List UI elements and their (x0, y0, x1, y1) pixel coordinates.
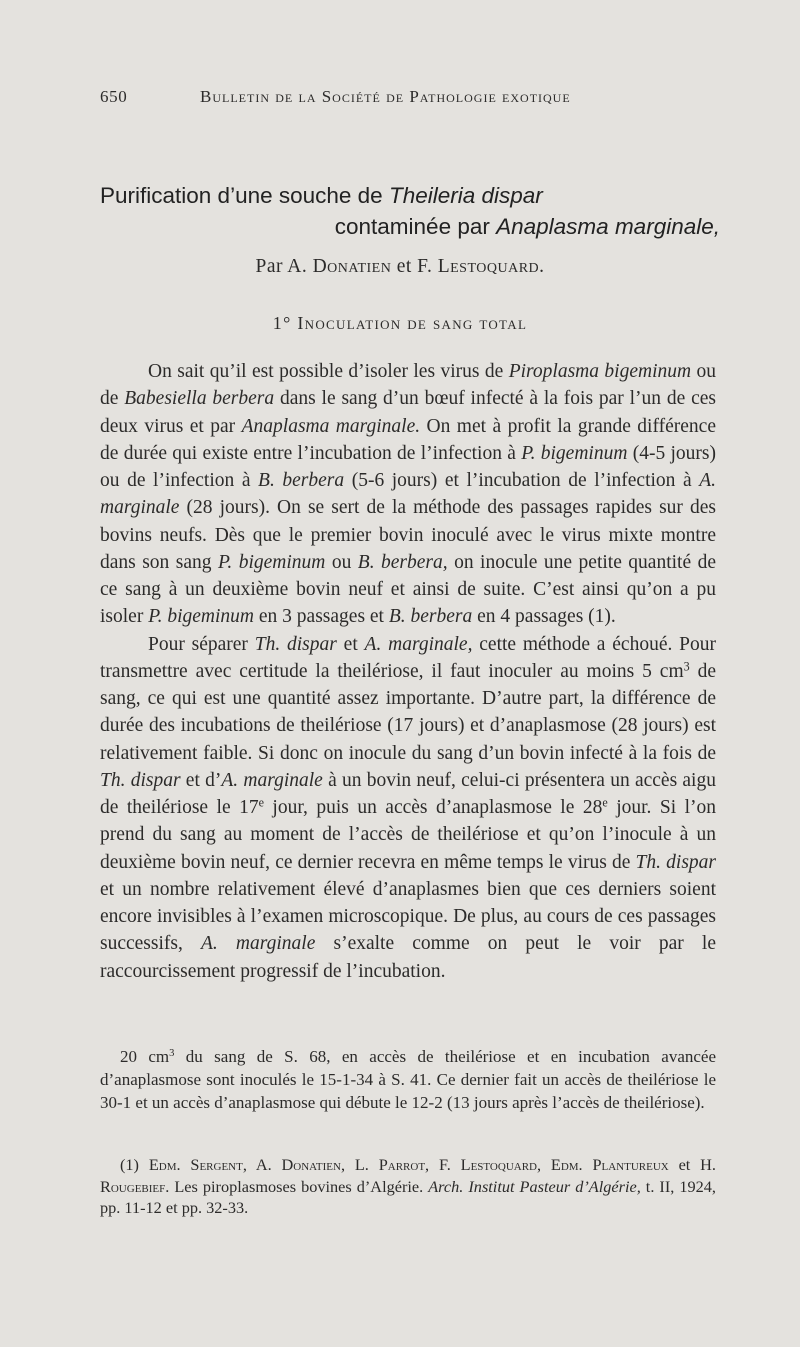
paragraph-2: Pour séparer Th. dispar et A. marginale, cette méthode a échoué. Pour transmettre avec certitude la theilériose, il faut inoculer au moins 5 $cm^3$ de sang, ce qui est une quantité assez importante. D’autre part, la différence de durée des incubations de theilériose (17 jours) et d’anaplasmose (28 jours) est relativement faible. Si donc on inocule du sang d’un bovin infecté à la fois de Th. dispar et d’A. marginale à un bovin neuf, celui-ci présentera un accès aigu de theilériose le 17e jour, puis un accès d’anaplasmose le 28e jour. Si l’on prend du sang au moment de l’accès de theilériose et qu’on l’inocule à un deuxième bovin neuf, ce dernier recevra en même temps le virus de Th. dispar et un nombre relativement élevé d’anaplasmes bien que ces derniers soient encore invisibles à l’examen microscopique. De plus, au cours de ces passages successifs, A. marginale s’exalte comme on peut le voir par le raccourcissement progressif de l’incubation. (100, 633, 716, 982)
title-line-2: contaminée par Anaplasma marginale, (334, 214, 720, 239)
article-body (100, 358, 716, 985)
author-lestoquard: Lestoquard. (437, 256, 545, 277)
page-number: 650 (100, 87, 128, 106)
article-title (100, 180, 720, 242)
title-species-theileria: Theileria dispar (388, 183, 543, 208)
title-species-anaplasma: Anaplasma marginale, (496, 214, 720, 239)
paragraph-1: On sait qu’il est possible d’isoler les virus de Piroplasma bigeminum ou de Babesiella berbera dans le sang d’un bœuf infecté à la fois par l’un de ces deux virus et par Anaplasma marginale. On met à profit la grande différence de durée qui existe entre l’incubation de l’infection à P. bigeminum (4-5 jours) ou de l’infection à B. berbera (5-6 jours) et l’incubation de l’infection à A. marginale (28 jours). On se sert de la méthode des passages rapides sur des bovins neufs. Dès que le premier bovin inoculé avec le virus mixte montre dans son sang P. bigeminum ou B. berbera, on inocule une petite quantité de ce sang à un deuxième bovin neuf et ainsi de suite. C’est ainsi qu’on a pu isoler P. bigeminum en 3 passages et B. berbera en 4 passages (1). (100, 361, 717, 628)
journal-title: Bulletin de la Société de Pathologie exotique (200, 87, 571, 106)
experiment-note: 20 $cm^3$ du sang de S. 68, en accès de theilériose et en incubation avancée d’anaplasmose sont inoculés le 15-1-34 à S. 41. Ce dernier fait un accès de theilériose le 30-1 et un accès d’anaplasmose qui débute le 12-2 (13 jours après l’accès de theilériose). (100, 1047, 716, 1112)
footnote: (1) Edm. Sergent, A. Donatien, L. Parrot, F. Lestoquard, Edm. Plantureux et H. Rougebief. Les piroplasmoses bovines d’Algérie. Arch. Institut Pasteur d’Algérie, t. II, 1924, pp. 11-12 et pp. 32-33. (100, 1155, 717, 1217)
section-heading: 1° Inoculation de sang total (272, 313, 528, 333)
authors-line: Par A. Donatien et F. Lestoquard. (255, 256, 545, 277)
author-donatien: Donatien (312, 256, 392, 277)
title-line-1: Purification d’une souche de Theileria dispar (100, 183, 543, 208)
footnote-source: Arch. Institut Pasteur d’Algérie, (428, 1176, 641, 1196)
